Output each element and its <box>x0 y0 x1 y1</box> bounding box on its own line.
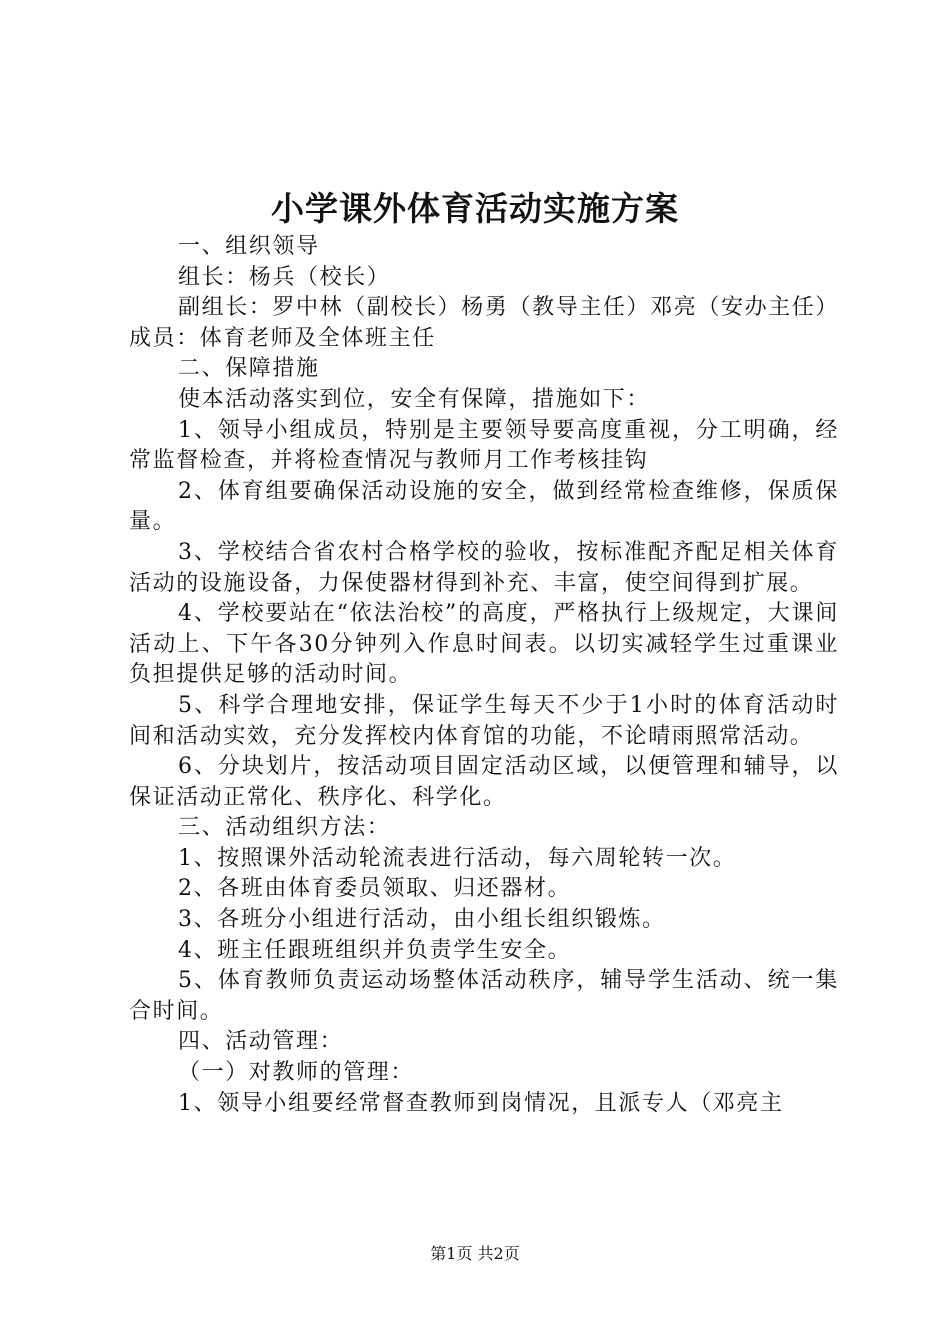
paragraph-method-3: 3、各班分小组进行活动，由小组长组织锻炼。 <box>178 907 666 933</box>
paragraph-method-4: 4、班主任跟班组织并负责学生安全。 <box>178 937 572 963</box>
document-title: 小学课外体育活动实施方案 <box>271 189 679 228</box>
paragraph-teacher-management-1: 1、领导小组要经常督查教师到岗情况，且派专人（邓亮主 <box>178 1090 784 1116</box>
paragraph-method-5: 5、体育教师负责运动场整体活动秩序，辅导学生活动、统一集合时间。 <box>129 968 839 1024</box>
paragraph-org-heading: 一、组织领导 <box>178 234 320 259</box>
paragraph-guarantee-4: 4、学校要站在“依法治校”的高度，严格执行上级规定，大课间活动上、下午各30分钟列入作息时间表。以切实减轻学生过重课业负担提供足够的活动时间。 <box>129 601 839 688</box>
paragraph-management-heading: 四、活动管理： <box>178 1029 344 1055</box>
paragraph-guarantee-intro: 使本活动落实到位，安全有保障，措施如下： <box>178 386 651 412</box>
paragraph-teacher-management-heading: （一）对教师的管理： <box>178 1060 415 1086</box>
paragraph-leader: 组长：杨兵（校长） <box>178 264 391 290</box>
paragraph-deputy-leaders: 副组长：罗中林（副校长）杨勇（教导主任）邓亮（安办主任）成员：体育老师及全体班主任 <box>129 295 839 351</box>
paragraph-method-heading: 三、活动组织方法： <box>178 815 391 841</box>
paragraph-method-2: 2、各班由体育委员领取、归还器材。 <box>178 876 572 902</box>
paragraph-guarantee-heading: 二、保障措施 <box>178 356 320 382</box>
page-footer: 第1页 共2页 <box>430 1244 520 1263</box>
paragraph-guarantee-2: 2、体育组要确保活动设施的安全，做到经常检查维修，保质保量。 <box>129 478 839 535</box>
paragraph-guarantee-1: 1、领导小组成员，特别是主要领导要高度重视，分工明确，经常监督检查，并将检查情况与教师月工作考核挂钩 <box>129 417 839 474</box>
paragraph-guarantee-6: 6、分块划片，按活动项目固定活动区域，以便管理和辅导，以保证活动正常化、秩序化、科学化。 <box>129 754 839 810</box>
document-body <box>129 232 839 1119</box>
paragraph-method-1: 1、按照课外活动轮流表进行活动，每六周轮转一次。 <box>178 845 737 871</box>
paragraph-guarantee-5: 5、科学合理地安排，保证学生每天不少于1小时的体育活动时间和活动实效，充分发挥校内体育馆的功能，不论晴雨照常活动。 <box>129 692 839 749</box>
paragraph-guarantee-3: 3、学校结合省农村合格学校的验收，按标准配齐配足相关体育活动的设施设备，力保使器材得到补充、丰富，使空间得到扩展。 <box>129 539 839 596</box>
